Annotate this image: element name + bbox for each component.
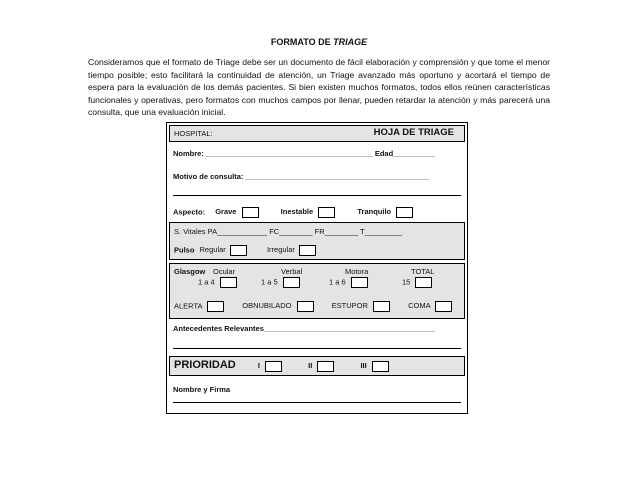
pulso-irregular-label: Irregular xyxy=(266,245,295,255)
antecedentes-line xyxy=(173,348,461,349)
prioridad-label: PRIORIDAD xyxy=(174,359,236,371)
aspecto-inestable-label: Inestable xyxy=(280,207,314,217)
estado-estupor-checkbox[interactable] xyxy=(373,301,390,312)
glasgow-total-box[interactable] xyxy=(415,277,432,288)
glasgow-section xyxy=(169,263,465,319)
glasgow-ocular-range: 1 a 4 xyxy=(198,277,215,287)
aspecto-row xyxy=(173,207,461,218)
glasgow-total-field xyxy=(402,277,432,288)
estado-obnubilado-checkbox[interactable] xyxy=(297,301,314,312)
prioridad-i-checkbox[interactable] xyxy=(265,361,282,372)
glasgow-verbal-label: Verbal xyxy=(281,267,303,276)
prioridad-row xyxy=(174,359,389,372)
hospital-label: HOSPITAL: xyxy=(174,129,213,138)
signos-vitales-section xyxy=(169,222,465,260)
aspecto-grave-checkbox[interactable] xyxy=(242,207,259,218)
glasgow-motora-box[interactable] xyxy=(351,277,368,288)
estado-coma-checkbox[interactable] xyxy=(435,301,452,312)
estado-alerta-label: ALERTA xyxy=(174,301,203,311)
signos-vitales-field[interactable]: S. Vitales PA____________ FC________ FR________ T_________ xyxy=(174,227,403,236)
pulso-regular-label: Regular xyxy=(199,245,226,255)
document-title: FORMATO DE TRIAGE xyxy=(270,37,368,47)
glasgow-ocular-label: Ocular xyxy=(213,267,236,276)
pulso-irregular-checkbox[interactable] xyxy=(299,245,316,256)
estado-estupor-label: ESTUPOR xyxy=(331,301,368,311)
glasgow-verbal-field xyxy=(261,277,300,288)
glasgow-label: Glasgow xyxy=(174,267,206,276)
prioridad-ii-label: II xyxy=(308,361,313,370)
estado-conciencia-row xyxy=(174,301,452,312)
pulso-label: Pulso xyxy=(174,245,195,255)
form-heading: HOJA DE TRIAGE xyxy=(373,127,454,138)
glasgow-verbal-box[interactable] xyxy=(283,277,300,288)
pulso-row xyxy=(174,245,316,256)
glasgow-motora-field xyxy=(329,277,368,288)
nombre-firma-line[interactable] xyxy=(173,402,461,403)
glasgow-ocular-box[interactable] xyxy=(220,277,237,288)
prioridad-ii-checkbox[interactable] xyxy=(317,361,334,372)
aspecto-tranquilo-checkbox[interactable] xyxy=(396,207,413,218)
nombre-edad-field[interactable]: Nombre: ________________________________________ Edad__________ xyxy=(173,149,435,158)
prioridad-iii-checkbox[interactable] xyxy=(372,361,389,372)
glasgow-motora-label: Motora xyxy=(345,267,369,276)
aspecto-label: Aspecto: xyxy=(173,207,206,217)
motivo-line xyxy=(173,195,461,196)
glasgow-motora-range: 1 a 6 xyxy=(329,277,346,287)
nombre-firma-label: Nombre y Firma xyxy=(173,385,231,394)
triage-form xyxy=(166,122,468,414)
glasgow-verbal-range: 1 a 5 xyxy=(261,277,278,287)
aspecto-grave-label: Grave xyxy=(215,207,237,217)
estado-alerta-checkbox[interactable] xyxy=(207,301,224,312)
glasgow-ocular-field xyxy=(198,277,237,288)
antecedentes-field[interactable]: Antecedentes Relevantes_________________________________________ xyxy=(173,324,435,333)
estado-obnubilado-label: OBNUBILADO xyxy=(242,301,292,311)
motivo-consulta-field[interactable]: Motivo de consulta: ____________________________________________ xyxy=(173,172,430,181)
prioridad-section xyxy=(169,356,465,376)
pulso-regular-checkbox[interactable] xyxy=(230,245,247,256)
glasgow-total-value: 15 xyxy=(402,277,411,287)
intro-paragraph: Consideramos que el formato de Triage debe ser un documento de fácil elaboración y comprensión y que tome el menor tiempo posible; esto facilitará la continuidad de atención, un Triage avanzado más oportuno y acortará el tiempo de espera para la evaluación de los demás pacientes. Si bien existen muchos formatos, todos ellos reúnen características funcionales y operativas, pero formatos con muchos campos por llenar, pueden retardar la atención y más parecerá una consulta, que una evaluación inicial. xyxy=(88,57,550,117)
aspecto-tranquilo-label: Tranquilo xyxy=(357,207,392,217)
aspecto-inestable-checkbox[interactable] xyxy=(318,207,335,218)
prioridad-i-label: I xyxy=(257,361,260,370)
estado-coma-label: COMA xyxy=(408,301,431,311)
prioridad-iii-label: III xyxy=(360,361,367,370)
hospital-header xyxy=(169,125,465,142)
glasgow-total-label: TOTAL xyxy=(411,267,435,276)
